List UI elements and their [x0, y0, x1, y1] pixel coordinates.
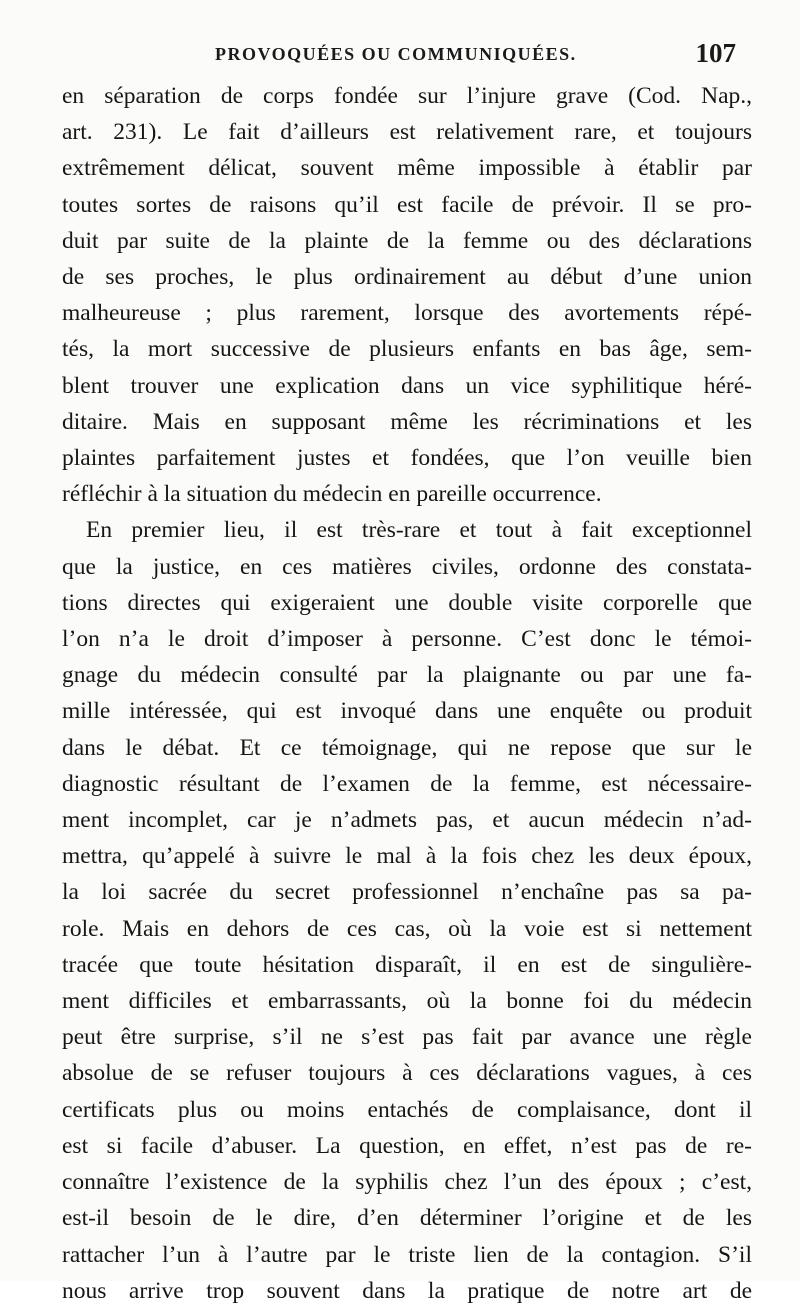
text-line: gnage du médecin consulté par la plaignante ou par une fa-: [62, 662, 752, 689]
running-head: [60, 40, 740, 74]
text-line: extrêmement délicat, souvent même impossible à établir par: [62, 155, 752, 182]
text-line: tions directes qui exigeraient une double visite corporelle que: [62, 589, 752, 616]
text-line: En premier lieu, il est très-rare et tout à fait exceptionnel: [86, 517, 752, 544]
text-line: tés, la mort successive de plusieurs enfants en bas âge, sem-: [62, 336, 752, 363]
page-number: 107: [695, 38, 736, 68]
text-line: absolue de se refuser toujours à ces déclarations vagues, à ces: [62, 1060, 752, 1087]
text-line: art. 231). Le fait d’ailleurs est relativement rare, et toujours: [62, 119, 752, 146]
text-line: mettra, qu’appelé à suivre le mal à la fois chez les deux époux,: [62, 843, 752, 870]
text-line: dans le débat. Et ce témoignage, qui ne repose que sur le: [62, 734, 752, 761]
running-title: PROVOQUÉES OU COMMUNIQUÉES.: [215, 44, 577, 64]
text-line: la loi sacrée du secret professionnel n’enchaîne pas sa pa-: [62, 879, 752, 906]
text-line: rattacher l’un à l’autre par le triste lien de la contagion. S’il: [62, 1241, 752, 1268]
text-line: ment difficiles et embarrassants, où la bonne foi du médecin: [62, 988, 752, 1015]
text-line: tracée que toute hésitation disparaît, il en est de singulière-: [62, 951, 752, 978]
text-line: connaître l’existence de la syphilis chez l’un des époux ; c’est,: [62, 1169, 752, 1196]
text-line: est si facile d’abuser. La question, en effet, n’est pas de re-: [62, 1132, 752, 1159]
text-line: certificats plus ou moins entachés de complaisance, dont il: [62, 1096, 752, 1123]
body-text: [62, 78, 752, 1309]
text-line: plaintes parfaitement justes et fondées, que l’on veuille bien: [62, 445, 752, 472]
text-line: est-il besoin de le dire, d’en déterminer l’origine et de les: [62, 1205, 752, 1232]
text-line: malheureuse ; plus rarement, lorsque des avortements répé-: [62, 300, 752, 327]
text-line: de ses proches, le plus ordinairement au début d’une union: [62, 264, 752, 291]
text-line: en séparation de corps fondée sur l’injure grave (Cod. Nap.,: [62, 83, 752, 109]
text-line: que la justice, en ces matières civiles, ordonne des constata-: [62, 553, 752, 580]
text-line: ditaire. Mais en supposant même les récriminations et les: [62, 408, 752, 435]
text-line: blent trouver une explication dans un vice syphilitique héré-: [62, 372, 752, 399]
text-line: peut être surprise, s’il ne s’est pas fait par avance une règle: [62, 1024, 752, 1051]
paragraph: [62, 512, 752, 1308]
paragraph: [62, 78, 752, 512]
text-line: duit par suite de la plainte de la femme ou des déclarations: [62, 227, 752, 254]
text-line: toutes sortes de raisons qu’il est facile de prévoir. Il se pro-: [62, 191, 752, 218]
text-line: nous arrive trop souvent dans la pratique de notre art de: [62, 1277, 752, 1304]
text-line: réfléchir à la situation du médecin en pareille occurrence.: [62, 481, 602, 508]
text-line: role. Mais en dehors de ces cas, où la voie est si nettement: [62, 915, 752, 942]
text-line: ment incomplet, car je n’admets pas, et aucun médecin n’ad-: [62, 807, 752, 834]
text-line: mille intéressée, qui est invoqué dans une enquête ou produit: [62, 698, 752, 725]
text-line: l’on n’a le droit d’imposer à personne. C’est donc le témoi-: [62, 626, 752, 653]
text-line: diagnostic résultant de l’examen de la femme, est nécessaire-: [62, 770, 752, 797]
